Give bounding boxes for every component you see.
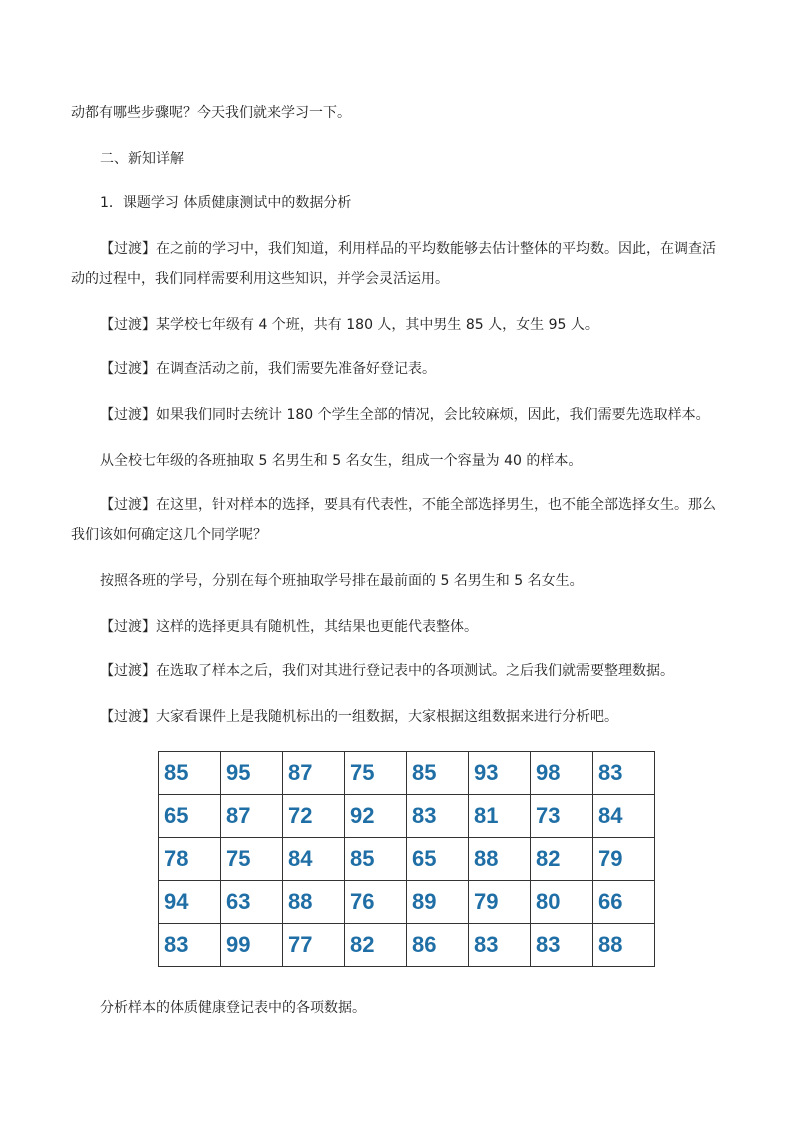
paragraph-line: 动的过程中，我们同样需要利用这些知识，并学会灵活运用。 [71,271,449,287]
table-cell: 75 [221,838,283,881]
paragraph-line: 分析样本的体质健康登记表中的各项数据。 [100,1000,366,1016]
table-row [159,752,655,795]
table-cell: 83 [159,924,221,967]
table-cell: 98 [531,752,593,795]
table-cell: 75 [345,752,407,795]
table-cell: 81 [469,795,531,838]
table-row [159,881,655,924]
table-cell: 73 [531,795,593,838]
paragraph-line: 【过渡】在这里，针对样本的选择，要具有代表性，不能全部选择男生，也不能全部选择女生。那么 [100,497,716,513]
table-row [159,924,655,967]
paragraph-line: 按照各班的学号，分别在每个班抽取学号排在最前面的 5 名男生和 5 名女生。 [100,573,584,589]
table-cell: 85 [159,752,221,795]
paragraph-line: 动都有哪些步骤呢？今天我们就来学习一下。 [71,105,351,121]
table-cell: 84 [593,795,655,838]
table-cell: 63 [221,881,283,924]
table-cell: 78 [159,838,221,881]
table-cell: 79 [593,838,655,881]
table-cell: 85 [345,838,407,881]
paragraph-line: 【过渡】这样的选择更具有随机性，其结果也更能代表整体。 [100,619,478,635]
table-cell: 84 [283,838,345,881]
subsection-heading: 1．课题学习 体质健康测试中的数据分析 [100,195,352,211]
paragraph-line: 我们该如何确定这几个同学呢？ [71,527,267,543]
paragraph-line: 【过渡】在选取了样本之后，我们对其进行登记表中的各项测试。之后我们就需要整理数据。 [100,663,674,679]
table-cell: 83 [531,924,593,967]
table-cell: 94 [159,881,221,924]
table-cell: 76 [345,881,407,924]
score-data-table [158,751,655,967]
section-heading: 二、新知详解 [100,151,184,167]
table-cell: 80 [531,881,593,924]
table-cell: 86 [407,924,469,967]
table-cell: 82 [345,924,407,967]
table-cell: 88 [593,924,655,967]
table-cell: 89 [407,881,469,924]
table-cell: 92 [345,795,407,838]
paragraph-line: 【过渡】在之前的学习中，我们知道，利用样品的平均数能够去估计整体的平均数。因此，在调查活 [100,241,716,257]
table-cell: 79 [469,881,531,924]
table-row [159,795,655,838]
table-cell: 83 [469,924,531,967]
paragraph-line: 【过渡】某学校七年级有 4 个班，共有 180 人，其中男生 85 人，女生 95 人。 [100,317,599,333]
paragraph-line: 从全校七年级的各班抽取 5 名男生和 5 名女生，组成一个容量为 40 的样本。 [100,453,583,469]
table-cell: 87 [283,752,345,795]
table-row [159,838,655,881]
table-cell: 66 [593,881,655,924]
table-cell: 65 [159,795,221,838]
table-cell: 87 [221,795,283,838]
table-cell: 72 [283,795,345,838]
paragraph-line: 【过渡】在调查活动之前，我们需要先准备好登记表。 [100,361,436,377]
paragraph-line: 【过渡】如果我们同时去统计 180 个学生全部的情况，会比较麻烦，因此，我们需要先选取样本。 [100,407,710,423]
table-cell: 93 [469,752,531,795]
table-cell: 82 [531,838,593,881]
table-cell: 65 [407,838,469,881]
paragraph-line: 【过渡】大家看课件上是我随机标出的一组数据，大家根据这组数据来进行分析吧。 [100,709,618,725]
table-cell: 85 [407,752,469,795]
table-cell: 99 [221,924,283,967]
table-cell: 88 [469,838,531,881]
table-cell: 83 [593,752,655,795]
table-cell: 83 [407,795,469,838]
table-cell: 88 [283,881,345,924]
table-cell: 77 [283,924,345,967]
table-cell: 95 [221,752,283,795]
